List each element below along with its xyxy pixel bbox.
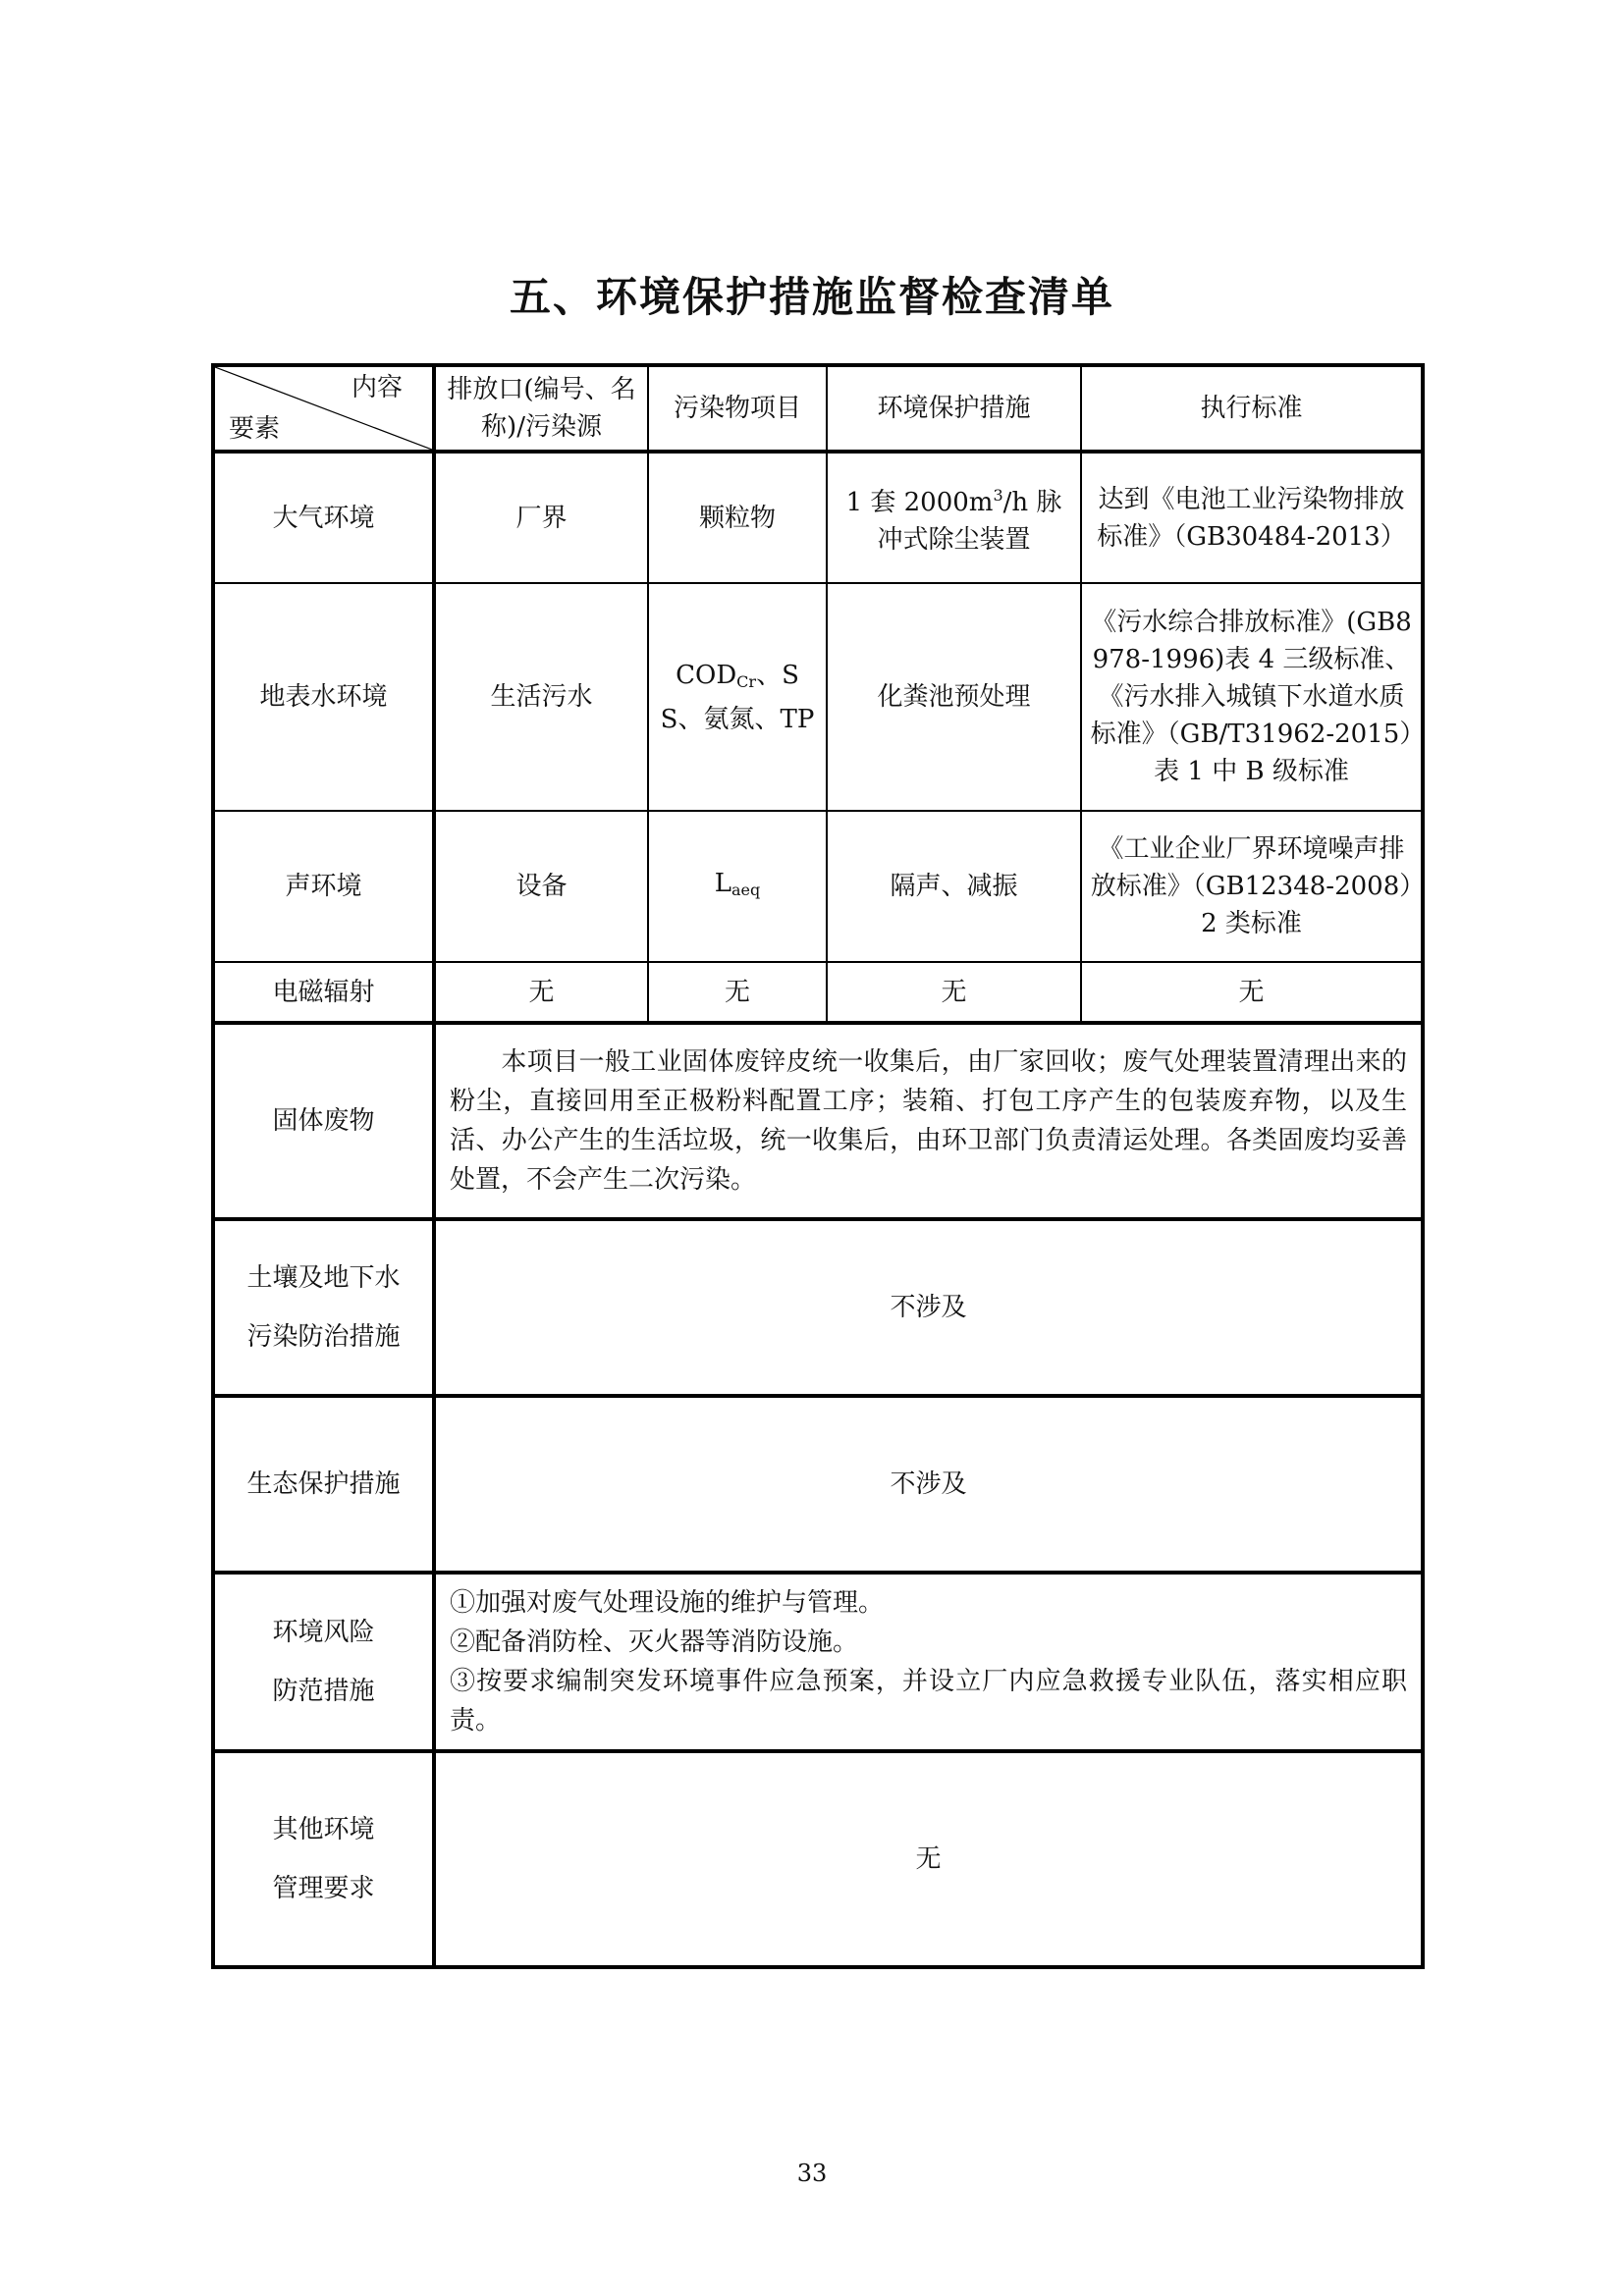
water-pollutant-part1: COD [676, 660, 737, 690]
row-label-emr: 电磁辐射 [213, 962, 434, 1023]
soil-text: 不涉及 [434, 1219, 1423, 1396]
noise-pollutant-subscript: aeq [731, 880, 761, 899]
emr-pollutant: 无 [648, 962, 827, 1023]
row-label-risk-line1: 环境风险 [272, 1618, 375, 1647]
air-standard: 达到《电池工业污染物排放标准》（GB30484-2013） [1081, 452, 1423, 583]
inspection-checklist-table [211, 363, 1425, 1969]
water-pollutant [648, 583, 827, 811]
row-label-other [213, 1751, 434, 1967]
air-measure [827, 452, 1081, 583]
row-solid-waste [213, 1023, 1423, 1219]
risk-item-3: ③按要求编制突发环境事件应急预案，并设立厂内应急救援专业队伍，落实相应职责。 [450, 1667, 1407, 1735]
row-label-other-line2: 管理要求 [272, 1874, 375, 1903]
row-label-solid: 固体废物 [213, 1023, 434, 1219]
noise-standard: 《工业企业厂界环境噪声排放标准》（GB12348-2008）2 类标准 [1081, 811, 1423, 962]
noise-pollutant [648, 811, 827, 962]
header-corner-cell [213, 365, 434, 452]
header-row [213, 365, 1423, 452]
row-label-air: 大气环境 [213, 452, 434, 583]
row-label-water: 地表水环境 [213, 583, 434, 811]
emr-measure: 无 [827, 962, 1081, 1023]
row-electromagnetic [213, 962, 1423, 1023]
water-measure: 化粪池预处理 [827, 583, 1081, 811]
air-measure-part2: /h 脉冲式除尘装置 [877, 488, 1062, 555]
header-standard: 执行标准 [1081, 365, 1423, 452]
row-surface-water [213, 583, 1423, 811]
ecology-text: 不涉及 [434, 1396, 1423, 1573]
water-pollutant-part2: 、SS、氨氮、TP [660, 660, 815, 734]
header-protection-measure: 环境保护措施 [827, 365, 1081, 452]
risk-item-1: ①加强对废气处理设施的维护与管理。 [450, 1588, 885, 1618]
noise-pollutant-part1: L [714, 868, 731, 898]
corner-label-element: 要素 [229, 414, 281, 444]
risk-item-2: ②配备消防栓、灭火器等消防设施。 [450, 1628, 859, 1657]
emr-standard: 无 [1081, 962, 1423, 1023]
page-number: 33 [796, 2160, 828, 2187]
row-noise [213, 811, 1423, 962]
row-air [213, 452, 1423, 583]
air-pollutant: 颗粒物 [648, 452, 827, 583]
noise-source: 设备 [434, 811, 648, 962]
risk-measures-list [434, 1573, 1423, 1751]
row-other [213, 1751, 1423, 1967]
water-source: 生活污水 [434, 583, 648, 811]
water-standard: 《污水综合排放标准》(GB8978-1996)表 4 三级标准、《污水排入城镇下水道水质标准》（GB/T31962-2015）表 1 中 B 级标准 [1081, 583, 1423, 811]
row-label-noise: 声环境 [213, 811, 434, 962]
row-risk [213, 1573, 1423, 1751]
row-label-soil-line1: 土壤及地下水 [246, 1263, 401, 1293]
water-pollutant-subscript: Cr [736, 671, 757, 691]
solid-waste-text-cell [434, 1023, 1423, 1219]
row-ecology [213, 1396, 1423, 1573]
row-label-soil [213, 1219, 434, 1396]
row-label-risk [213, 1573, 434, 1751]
row-label-risk-line2: 防范措施 [272, 1677, 375, 1706]
noise-measure: 隔声、减振 [827, 811, 1081, 962]
emr-source: 无 [434, 962, 648, 1023]
solid-waste-text: 本项目一般工业固体废锌皮统一收集后，由厂家回收；废气处理装置清理出来的粉尘，直接回用至正极粉料配置工序；装箱、打包工序产生的包装废弃物，以及生活、办公产生的生活垃圾，统一收集后，由环卫部门负责清运处理。各类固废均妥善处置，不会产生二次污染。 [450, 1047, 1407, 1195]
row-label-other-line1: 其他环境 [272, 1815, 375, 1844]
air-source: 厂界 [434, 452, 648, 583]
row-label-soil-line2: 污染防治措施 [246, 1322, 401, 1352]
header-pollutant: 污染物项目 [648, 365, 827, 452]
row-label-ecology: 生态保护措施 [213, 1396, 434, 1573]
header-discharge-outlet: 排放口(编号、名称)/污染源 [434, 365, 648, 452]
air-measure-part1: 1 套 2000m [845, 488, 994, 517]
air-measure-superscript: 3 [993, 486, 1003, 505]
corner-label-content: 内容 [351, 373, 403, 402]
row-soil-groundwater [213, 1219, 1423, 1396]
other-text: 无 [434, 1751, 1423, 1967]
page-title: 五、环境保护措施监督检查清单 [509, 273, 1114, 321]
